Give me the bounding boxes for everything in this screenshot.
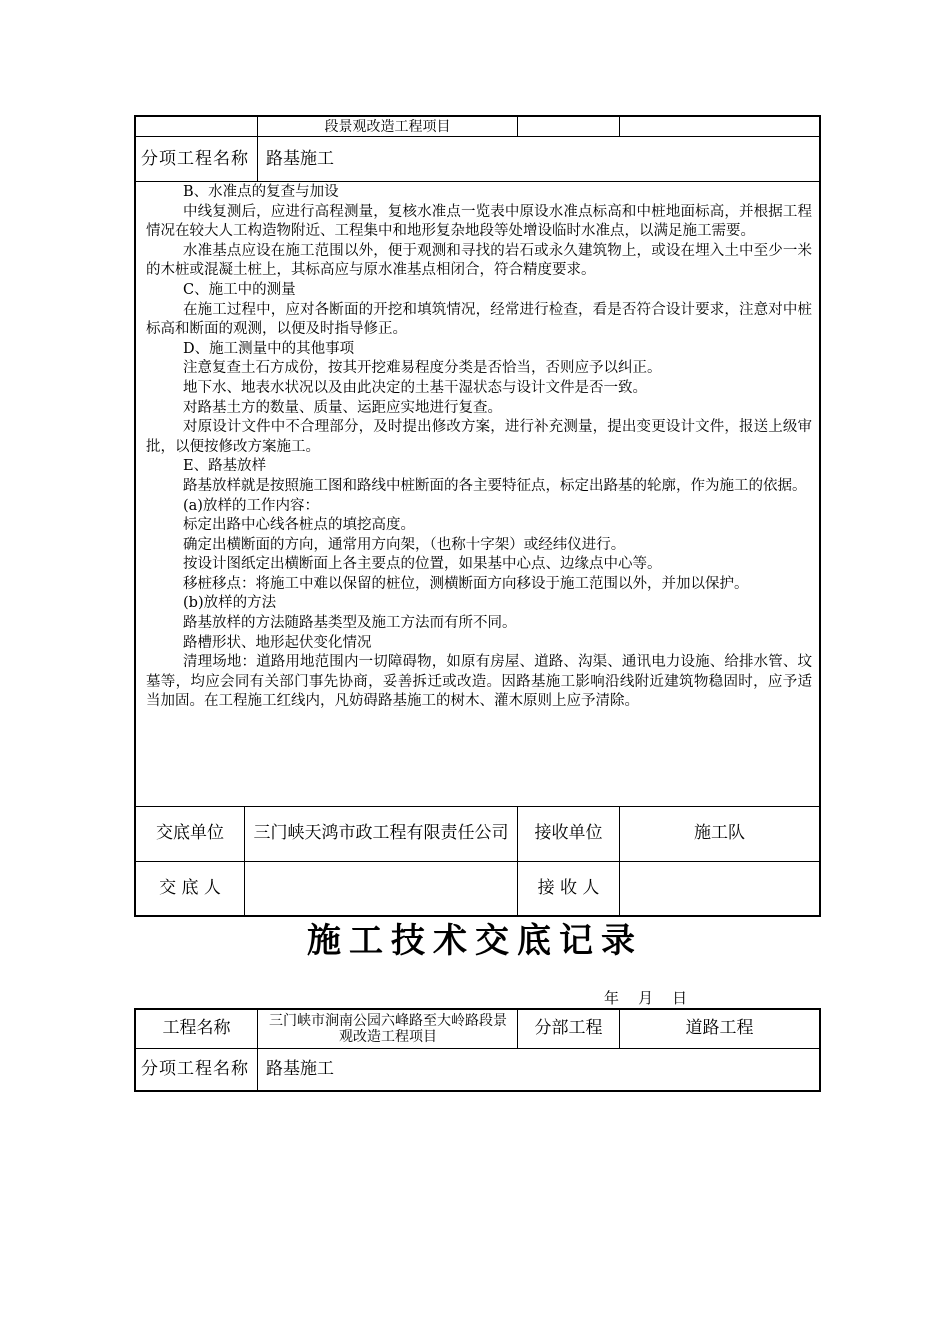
content-paragraph: 在施工过程中，应对各断面的开挖和填筑情况，经常进行检查，看是否符合设计要求，注意对中桩标高和断面的观测，以便及时指导修正。 (146, 301, 812, 338)
receiving-unit-label: 接收单位 (534, 823, 603, 844)
content-paragraph: 标定出路中心线各桩点的填挖高度。 (183, 517, 415, 534)
content-paragraph: 路基放样就是按照施工图和路线中桩断面的各主要特征点，标定出路基的轮廓，作为施工的依据。 (183, 477, 807, 494)
content-paragraph: 注意复查土石方成份，按其开挖难易程度分类是否恰当，否则应予以纠正。 (183, 360, 662, 377)
content-paragraph: 按设计图纸定出横断面上各主要点的位置，如果基中心点、边缘点中心等。 (183, 556, 662, 573)
content-paragraph: B、水准点的复查与加设 (183, 184, 339, 200)
project-name-label: 工程名称 (162, 1018, 231, 1039)
content-paragraph: 路槽形状、地形起伏变化情况 (183, 634, 372, 651)
handover-unit-value: 三门峡天鸿市政工程有限责任公司 (253, 823, 509, 844)
content-paragraph: 清理场地：道路用地范围内一切障碍物，如原有房屋、道路、沟渠、通讯电力设施、给排水管、坟墓等，均应会同有关部门事先协商，妥善拆迁或改造。因路基施工影响沿线附近建筑物稳固时，应予适当加固。在工程施工红线内，凡妨碍路基施工的树木、灌木原则上应予清除。 (146, 654, 812, 710)
lower-sub-item-label: 分项工程名称 (141, 1058, 249, 1079)
document-title: 施工技术交底记录 (307, 921, 643, 961)
handover-unit-label: 交底单位 (156, 823, 224, 844)
content-paragraph: 路基放样的方法随路基类型及施工方法而有所不同。 (183, 615, 517, 632)
lower-sub-item-value: 路基施工 (266, 1058, 334, 1079)
sub-item-value: 路基施工 (266, 148, 334, 169)
content-paragraph: (a)放样的工作内容： (183, 497, 319, 514)
content-paragraph: D、施工测量中的其他事项 (183, 340, 355, 357)
division-value: 道路工程 (685, 1018, 754, 1039)
receiver-person-label: 接 收 人 (537, 877, 600, 898)
receiving-unit-value: 施工队 (694, 823, 745, 844)
content-paragraph: 移桩移点：将施工中难以保留的桩位，测横断面方向移设于施工范围以外，并加以保护。 (183, 575, 749, 592)
date-line: 年 月 日 (604, 989, 688, 1007)
handover-person-value[interactable] (245, 862, 517, 915)
sub-item-label: 分项工程名称 (141, 148, 249, 169)
project-name-value: 三门峡市涧南公园六峰路至大岭路段景观改造工程项目 (269, 1012, 507, 1045)
construction-content (146, 183, 812, 712)
division-label: 分部工程 (534, 1018, 603, 1039)
project-name-tail: 段景观改造工程项目 (324, 118, 451, 135)
content-paragraph: 水准基点应设在施工范围以外，便于观测和寻找的岩石或永久建筑物上，或设在埋入土中至少一米的木桩或混凝土桩上，其标高应与原水准基点相闭合，符合精度要求。 (146, 242, 812, 279)
content-paragraph: 确定出横断面的方向，通常用方向架，（也称十字架）或经纬仪进行。 (183, 536, 626, 553)
content-paragraph: 地下水、地表水状况以及由此决定的土基干湿状态与设计文件是否一致。 (183, 379, 647, 396)
content-paragraph: 对路基土方的数量、质量、运距应实地进行复查。 (183, 399, 502, 416)
receiver-person-value[interactable] (620, 862, 819, 915)
content-paragraph: C、施工中的测量 (183, 281, 296, 298)
content-paragraph: E、路基放样 (183, 458, 267, 475)
content-paragraph: (b)放样的方法 (183, 595, 277, 612)
handover-person-label: 交 底 人 (159, 877, 221, 898)
content-paragraph: 中线复测后，应进行高程测量，复核水准点一览表中原设水准点标高和中桩地面标高，并根据工程情况在较大人工构造物附近、工程集中和地形复杂地段等处增设临时水准点，以满足施工需要。 (146, 203, 812, 240)
content-paragraph: 对原设计文件中不合理部分，及时提出修改方案，进行补充测量，提出变更设计文件，报送上级审批，以便按修改方案施工。 (146, 419, 812, 455)
